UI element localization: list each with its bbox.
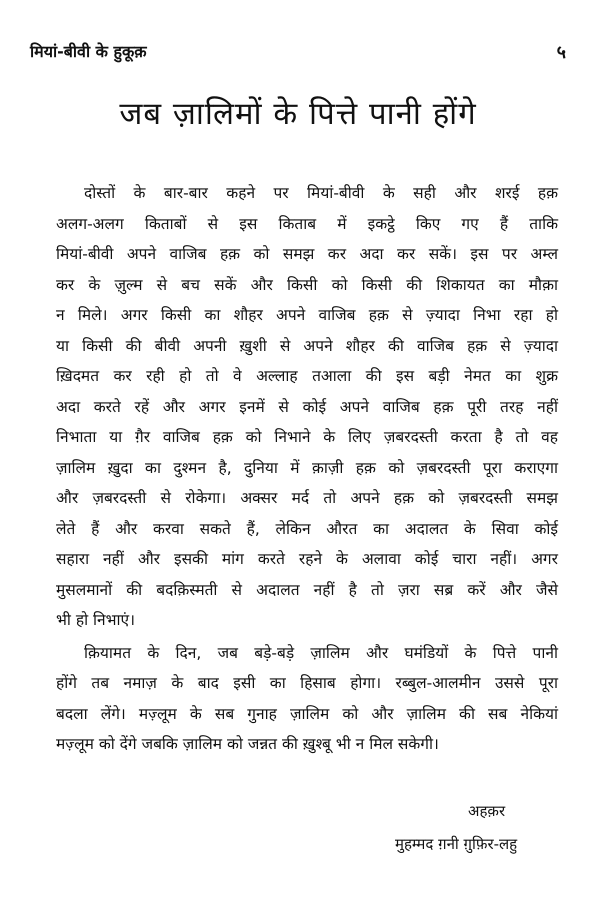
text-line: ज़ालिम ख़ुदा का दुश्मन है, दुनिया में क़ाज़ी हक़ को ज़बरदस्ती पूरा कराएगा [56, 458, 558, 477]
text-line: अदा करते रहें और अगर इनमें से कोई अपने वाजिब हक़ पूरी तरह नहीं [56, 397, 558, 416]
text-line: न मिले। अगर किसी का शौहर अपने वाजिब हक़ से ज़्यादा निभा रहा हो [56, 306, 558, 324]
paragraph-1 [56, 178, 558, 636]
body-text [56, 178, 558, 760]
text-line: लेते हैं और करवा सकते हैं, लेकिन औरत का अदालत के सिवा कोई [56, 519, 558, 538]
text-line: मज़्लूम को देंगे जबकि ज़ालिम को जन्नत की ख़ुश्बू भी न मिल सकेगी। [56, 735, 439, 753]
chapter-title: जब ज़ालिमों के पित्ते पानी होंगे [119, 96, 477, 132]
text-line: बदला लेंगे। मज़्लूम के सब गुनाह ज़ालिम को और ज़ालिम की सब नेकियां [56, 704, 558, 723]
text-line: मियां-बीवी अपने वाजिब हक़ को समझ कर अदा कर सकें। इस पर अम्ल [56, 245, 558, 263]
text-line: कर के ज़ुल्म से बच सकें और किसी को किसी की शिकायत का मौक़ा [56, 275, 558, 294]
text-line: दोस्तों के बार-बार कहने पर मियां-बीवी के सही और शरई हक़ [84, 184, 558, 202]
page-number: ५ [556, 42, 566, 63]
running-head: मियां-बीवी के हुकूक़ [30, 42, 147, 61]
text-line: निभाता या ग़ैर वाजिब हक़ को निभाने के लिए ज़बरदस्ती करता है तो वह [56, 428, 558, 446]
text-line: या किसी की बीवी अपनी ख़ुशी से अपने शौहर की वाजिब हक़ से ज़्यादा [56, 336, 558, 355]
text-line: होंगे तब नमाज़ के बाद इसी का हिसाब होगा। रब्बुल-आलमीन उससे पूरा [56, 674, 558, 692]
text-line: क़ियामत के दिन, जब बड़े-बड़े ज़ालिम और घमंडियों के पित्ते पानी [84, 643, 558, 662]
paragraph-2 [56, 638, 558, 760]
text-line: और ज़बरदस्ती से रोकेगा। अक्सर मर्द तो अपने हक़ को ज़बरदस्ती समझ [56, 489, 558, 507]
signature-title: अहक़र [468, 802, 506, 820]
text-line: मुसलमानों की बदक़िस्मती से अदालत नहीं है तो ज़रा सब्र करें और जैसे [56, 580, 558, 599]
text-line: अलग-अलग किताबों से इस किताब में इकट्ठे किए गए हैं ताकि [56, 214, 558, 233]
signature-name: मुहम्मद ग़नी ग़ुफ़िर-लहु [395, 835, 518, 853]
text-line: भी हो निभाएं। [56, 611, 135, 629]
text-line: ख़िदमत कर रही हो तो वे अल्लाह तआला की इस बड़ी नेमत का शुक्र [56, 367, 558, 385]
signature-block [395, 802, 518, 859]
text-line: सहारा नहीं और इसकी मांग करते रहने के अलावा कोई चारा नहीं। अगर [56, 550, 558, 568]
